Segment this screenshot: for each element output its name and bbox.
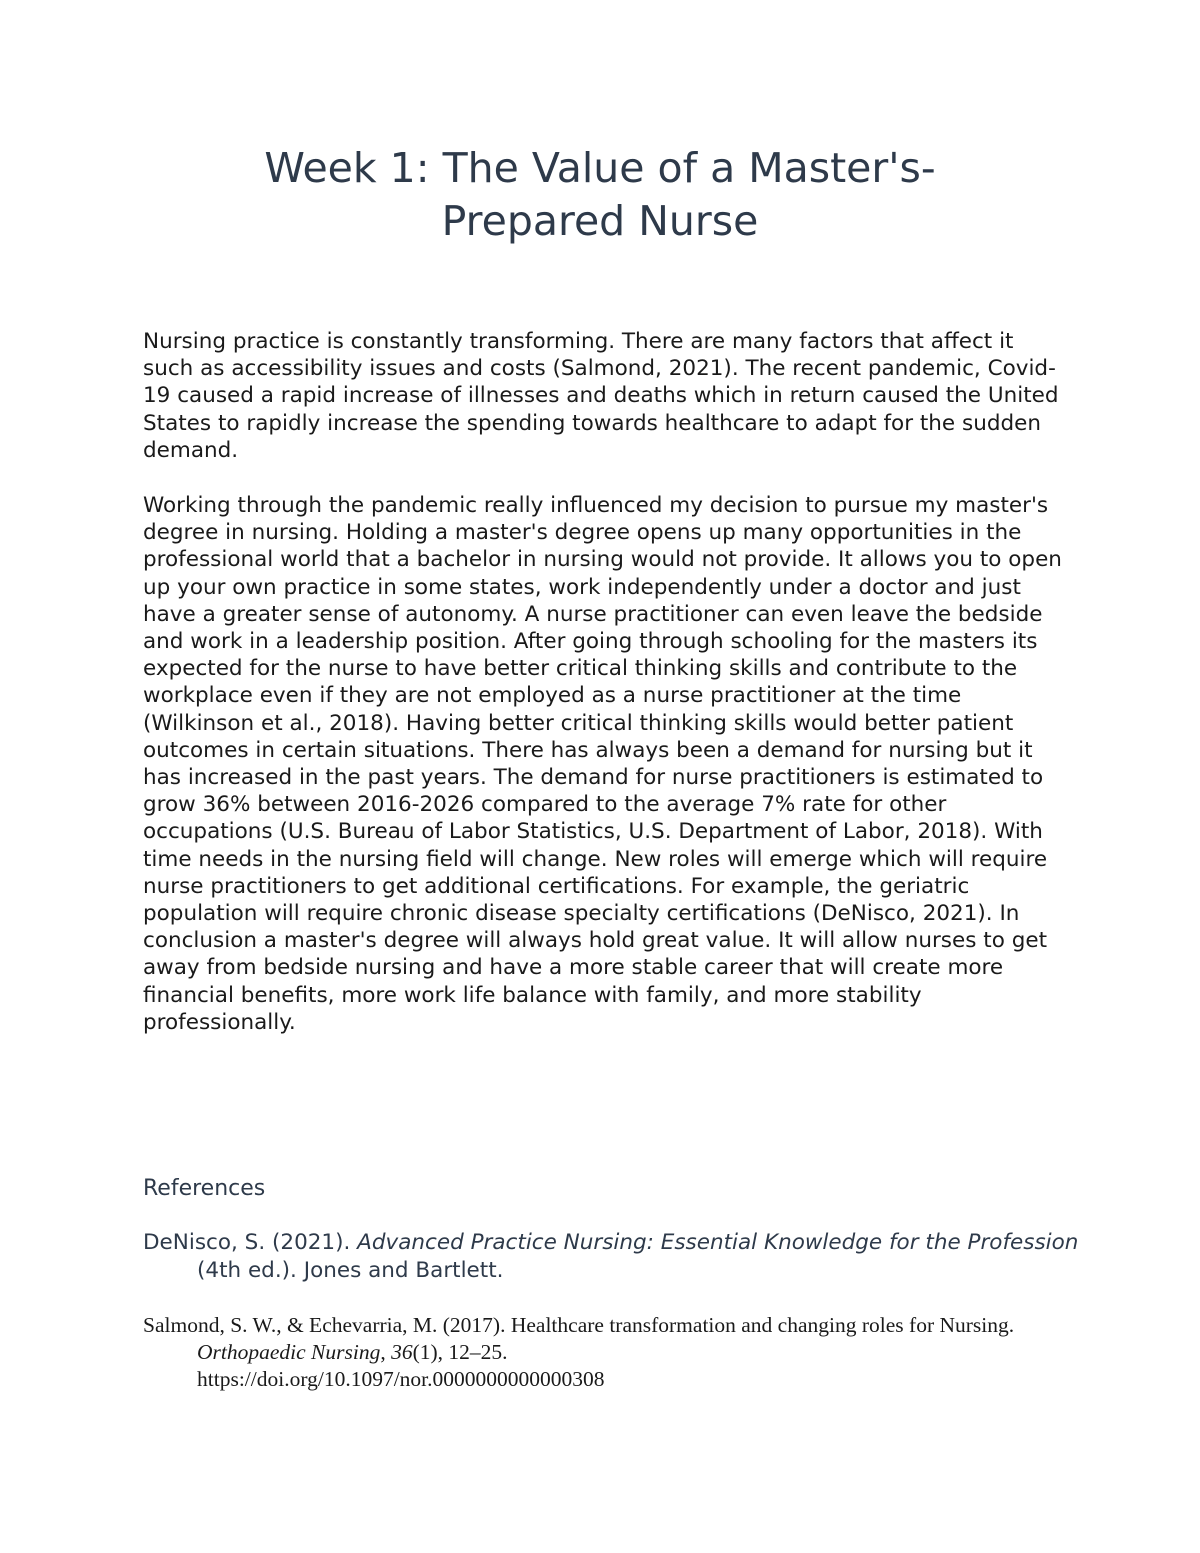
ref-authors: DeNisco, S. (2021). <box>143 1230 358 1255</box>
title-line-2: Prepared Nurse <box>441 197 759 245</box>
ref-book-title: Advanced Practice Nursing: Essential Knowledge for the Profession <box>357 1230 1079 1255</box>
reference-denisco <box>143 1229 1097 1284</box>
ref-journal: Orthopaedic Nursing <box>197 1340 381 1364</box>
body-paragraph-2: Working through the pandemic really influenced my decision to pursue my master's degree in nursing. Holding a master's degree opens up many opportunities in the professional world that a bachelor in nursing would not provide. It allows you to open up your own practice in some states, work independently under a doctor and just have a greater sense of autonomy. A nurse practitioner can even leave the bedside and work in a leadership position. After going through schooling for the masters its expected for the nurse to have better critical thinking skills and contribute to the workplace even if they are not employed as a nurse practitioner at the time (Wilkinson et al., 2018). Having better critical thinking skills would better patient outcomes in certain situations. There has always been a demand for nursing but it has increased in the past years. The demand for nurse practitioners is estimated to grow 36% between 2016-2026 compared to the average 7% rate for other occupations (U.S. Bureau of Labor Statistics, U.S. Department of Labor, 2018). With time needs in the nursing field will change. New roles will emerge which will require nurse practitioners to get additional certifications. For example, the geriatric population will require chronic disease specialty certifications (DeNisco, 2021). In conclusion a master's degree will always hold great value. It will allow nurses to get away from bedside nursing and have a more stable career that will create more financial benefits, more work life balance with family, and more stability professionally. <box>143 493 1062 1035</box>
ref-volume: 36 <box>391 1340 413 1364</box>
reference-salmond <box>143 1312 1097 1393</box>
document-title <box>140 142 1060 248</box>
body-paragraph-1: Nursing practice is constantly transforming. There are many factors that affect it such as accessibility issues and costs (Salmond, 2021). The recent pandemic, Covid-19 caused a rapid increase of illnesses and deaths which in return caused the United States to rapidly increase the spending towards healthcare to adapt for the sudden demand. <box>143 329 1059 463</box>
ref-authors: Salmond, S. W., & Echevarria, M. (2017). Healthcare transformation and changing roles for Nursing. <box>143 1313 1015 1337</box>
ref-separator: , <box>380 1340 392 1364</box>
title-line-1: Week 1: The Value of a Master's- <box>264 144 936 192</box>
ref-doi-link[interactable]: https://doi.org/10.1097/nor.0000000000000308 <box>197 1367 605 1391</box>
ref-issue-pages: (1), 12–25. <box>412 1340 508 1364</box>
references-heading: References <box>143 1176 266 1201</box>
ref-publisher: (4th ed.). Jones and Bartlett. <box>197 1257 504 1283</box>
